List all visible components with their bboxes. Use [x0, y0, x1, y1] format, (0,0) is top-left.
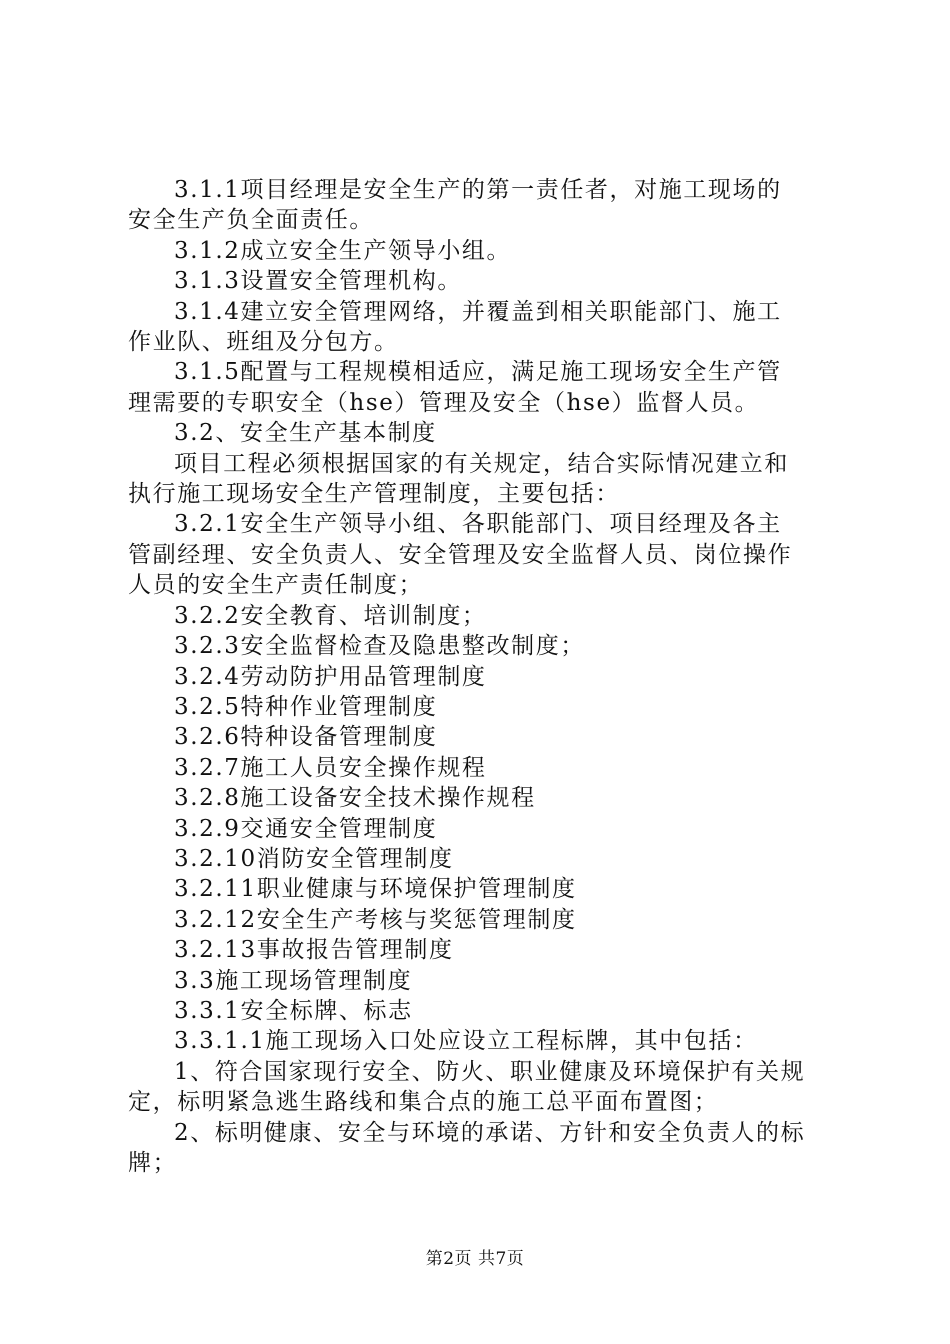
text-line: 管副经理、安全负责人、安全管理及安全监督人员、岗位操作 [128, 541, 793, 568]
text-line: 项目工程必须根据国家的有关规定，结合实际情况建立和 [174, 450, 789, 477]
text-line: 3.2.6特种设备管理制度 [174, 724, 438, 751]
text-line: 理需要的专职安全（hse）管理及安全（hse）监督人员。 [128, 389, 760, 416]
text-line: 1、符合国家现行安全、防火、职业健康及环境保护有关规 [174, 1058, 806, 1085]
text-line: 3.2.9交通安全管理制度 [174, 815, 438, 842]
text-line: 3.2.7施工人员安全操作规程 [174, 754, 487, 781]
text-line: 3.2.5特种作业管理制度 [174, 693, 438, 720]
text-line: 作业队、班组及分包方。 [128, 329, 399, 356]
text-line: 3.3.1.1施工现场入口处应设立工程标牌，其中包括： [174, 1028, 758, 1055]
text-line: 3.2.12安全生产考核与奖惩管理制度 [174, 906, 577, 933]
text-line: 3.2.13事故报告管理制度 [174, 937, 454, 964]
text-line: 3.2.1安全生产领导小组、各职能部门、项目经理及各主 [174, 511, 782, 538]
text-line: 2、标明健康、安全与环境的承诺、方针和安全负责人的标 [174, 1119, 806, 1146]
text-line: 安全生产负全面责任。 [128, 207, 374, 234]
text-line: 3.1.2成立安全生产领导小组。 [174, 237, 512, 264]
text-line: 3.1.5配置与工程规模相适应，满足施工现场安全生产管 [174, 359, 782, 386]
text-line: 3.2、安全生产基本制度 [174, 420, 437, 447]
text-line: 3.2.8施工设备安全技术操作规程 [174, 785, 536, 812]
text-line: 3.3.1安全标牌、标志 [174, 997, 413, 1024]
text-line: 人员的安全生产责任制度； [128, 572, 424, 599]
document-body [128, 175, 830, 1178]
page-footer: 第2页 共7页 [425, 1249, 525, 1269]
text-line: 执行施工现场安全生产管理制度，主要包括： [128, 481, 620, 508]
text-line: 3.1.4建立安全管理网络，并覆盖到相关职能部门、施工 [174, 298, 782, 325]
text-line: 定，标明紧急逃生路线和集合点的施工总平面布置图； [128, 1089, 719, 1116]
text-line: 3.1.3设置安全管理机构。 [174, 268, 462, 295]
text-line: 3.2.11职业健康与环境保护管理制度 [174, 876, 577, 903]
text-line: 3.2.3安全监督检查及隐患整改制度； [174, 633, 585, 660]
text-line: 3.2.2安全教育、培训制度； [174, 602, 487, 629]
text-line: 牌； [128, 1150, 178, 1176]
text-line: 3.2.4劳动防护用品管理制度 [174, 663, 487, 690]
text-line: 3.3施工现场管理制度 [174, 967, 413, 994]
text-line: 3.1.1项目经理是安全生产的第一责任者，对施工现场的 [174, 177, 782, 203]
text-line: 3.2.10消防安全管理制度 [174, 845, 454, 872]
